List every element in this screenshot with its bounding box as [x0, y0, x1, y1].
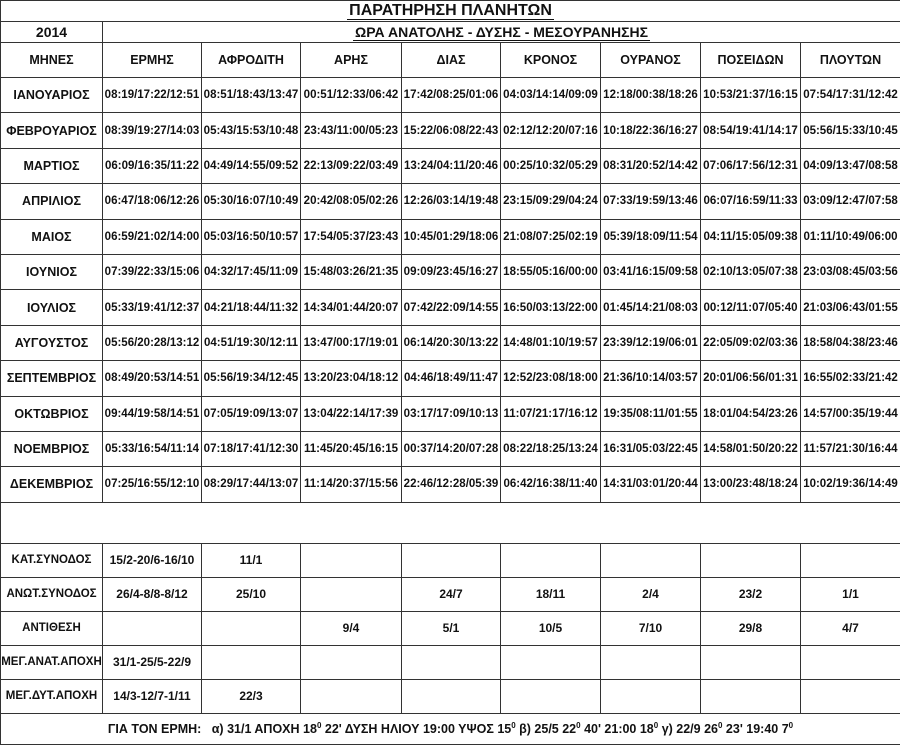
planet-header: ΟΥΡΑΝΟΣ: [601, 43, 701, 78]
event-cell: 9/4: [301, 611, 402, 645]
month-name: ΜΑΙΟΣ: [1, 219, 103, 254]
planet-header: ΕΡΜΗΣ: [103, 43, 202, 78]
time-cell: 11:45/20:45/16:15: [301, 431, 402, 466]
time-cell: 04:09/13:47/08:58: [801, 148, 900, 183]
time-cell: 13:20/23:04/18:12: [301, 361, 402, 396]
time-cell: 05:43/15:53/10:48: [202, 113, 301, 148]
event-label: ΜΕΓ.ΑΝΑΤ.ΑΠΟΧΗ: [1, 645, 103, 679]
month-name: ΔΕΚΕΜΒΡΙΟΣ: [1, 467, 103, 502]
month-name: ΟΚΤΩΒΡΙΟΣ: [1, 396, 103, 431]
time-cell: 08:51/18:43/13:47: [202, 78, 301, 113]
table-row: [1, 219, 900, 254]
event-cell: [501, 679, 601, 713]
time-cell: 20:42/08:05/02:26: [301, 184, 402, 219]
event-cell: [701, 645, 801, 679]
table-row: [1, 543, 900, 577]
footer-row: [1, 713, 900, 744]
event-cell: [701, 543, 801, 577]
event-cell: 22/3: [202, 679, 301, 713]
event-cell: [501, 543, 601, 577]
time-cell: 22:46/12:28/05:39: [402, 467, 501, 502]
time-cell: 14:58/01:50/20:22: [701, 431, 801, 466]
table-row: [1, 431, 900, 466]
time-cell: 12:26/03:14/19:48: [402, 184, 501, 219]
month-name: ΝΟΕΜΒΡΙΟΣ: [1, 431, 103, 466]
time-cell: 03:41/16:15/09:58: [601, 254, 701, 289]
event-label: ΜΕΓ.ΔΥΤ.ΑΠΟΧΗ: [1, 679, 103, 713]
event-cell: [402, 645, 501, 679]
time-cell: 07:39/22:33/15:06: [103, 254, 202, 289]
degree-mark: 0: [316, 720, 322, 730]
event-cell: [601, 543, 701, 577]
time-cell: 10:02/19:36/14:49: [801, 467, 900, 502]
page-title: ΠΑΡΑΤΗΡΗΣΗ ΠΛΑΝΗΤΩΝ: [1, 1, 900, 22]
planet-header: ΠΟΣΕΙΔΩΝ: [701, 43, 801, 78]
time-cell: 23:03/08:45/03:56: [801, 254, 900, 289]
time-cell: 22:05/09:02/03:36: [701, 325, 801, 360]
table-row: [1, 290, 900, 325]
event-cell: 29/8: [701, 611, 801, 645]
month-name: ΑΠΡΙΛΙΟΣ: [1, 184, 103, 219]
subtitle-cell: ΩΡΑ ΑΝΑΤΟΛΗΣ - ΔΥΣΗΣ - ΜΕΣΟΥΡΑΝΗΣΗΣ: [103, 22, 900, 43]
time-cell: 09:09/23:45/16:27: [402, 254, 501, 289]
time-cell: 07:18/17:41/12:30: [202, 431, 301, 466]
time-cell: 20:01/06:56/01:31: [701, 361, 801, 396]
event-cell: 18/11: [501, 577, 601, 611]
planet-header: ΚΡΟΝΟΣ: [501, 43, 601, 78]
footer-part-b: β) 25/5 22: [515, 721, 577, 736]
table-row: [1, 679, 900, 713]
table-row: [1, 113, 900, 148]
event-cell: [501, 645, 601, 679]
event-cell: 14/3-12/7-1/11: [103, 679, 202, 713]
time-cell: 05:33/19:41/12:37: [103, 290, 202, 325]
time-cell: 04:03/14:14/09:09: [501, 78, 601, 113]
footer-part-a: α) 31/1 ΑΠΟΧΗ 18: [211, 721, 317, 736]
event-cell: 1/1: [801, 577, 900, 611]
month-name: ΑΥΓΟΥΣΤΟΣ: [1, 325, 103, 360]
degree-mark: 0: [788, 720, 794, 730]
table-row: [1, 254, 900, 289]
time-cell: 18:55/05:16/00:00: [501, 254, 601, 289]
month-name: ΦΕΒΡΟΥΑΡΙΟΣ: [1, 113, 103, 148]
footer-part-a-rest: 22' ΔΥΣΗ ΗΛΙΟΥ 19:00 ΥΨΟΣ 15: [321, 721, 512, 736]
time-cell: 18:58/04:38/23:46: [801, 325, 900, 360]
time-cell: 08:31/20:52/14:42: [601, 148, 701, 183]
time-cell: 08:29/17:44/13:07: [202, 467, 301, 502]
time-cell: 07:33/19:59/13:46: [601, 184, 701, 219]
time-cell: 12:52/23:08/18:00: [501, 361, 601, 396]
time-cell: 16:31/05:03/22:45: [601, 431, 701, 466]
time-cell: 00:37/14:20/07:28: [402, 431, 501, 466]
time-cell: 11:57/21:30/16:44: [801, 431, 900, 466]
table-row: [1, 361, 900, 396]
time-cell: 11:14/20:37/15:56: [301, 467, 402, 502]
time-cell: 07:06/17:56/12:31: [701, 148, 801, 183]
time-cell: 21:36/10:14/03:57: [601, 361, 701, 396]
month-name: ΣΕΠΤΕΜΒΡΙΟΣ: [1, 361, 103, 396]
event-cell: 24/7: [402, 577, 501, 611]
time-cell: 08:49/20:53/14:51: [103, 361, 202, 396]
event-cell: 5/1: [402, 611, 501, 645]
event-cell: 11/1: [202, 543, 301, 577]
time-cell: 06:09/16:35/11:22: [103, 148, 202, 183]
time-cell: 04:11/15:05/09:38: [701, 219, 801, 254]
time-cell: 04:32/17:45/11:09: [202, 254, 301, 289]
time-cell: 08:54/19:41/14:17: [701, 113, 801, 148]
time-cell: 18:01/04:54/23:26: [701, 396, 801, 431]
event-cell: [301, 543, 402, 577]
time-cell: 22:13/09:22/03:49: [301, 148, 402, 183]
event-cell: [701, 679, 801, 713]
time-cell: 07:05/19:09/13:07: [202, 396, 301, 431]
planet-header: ΑΡΗΣ: [301, 43, 402, 78]
time-cell: 10:45/01:29/18:06: [402, 219, 501, 254]
time-cell: 23:15/09:29/04:24: [501, 184, 601, 219]
time-cell: 15:48/03:26/21:35: [301, 254, 402, 289]
time-cell: 14:31/03:01/20:44: [601, 467, 701, 502]
event-cell: [402, 679, 501, 713]
time-cell: 00:12/11:07/05:40: [701, 290, 801, 325]
time-cell: 13:47/00:17/19:01: [301, 325, 402, 360]
event-cell: 2/4: [601, 577, 701, 611]
footer-part-b-rest: 40' 21:00 18: [580, 721, 654, 736]
time-cell: 21:03/06:43/01:55: [801, 290, 900, 325]
event-cell: 25/10: [202, 577, 301, 611]
time-cell: 04:51/19:30/12:11: [202, 325, 301, 360]
footer-note: [1, 713, 900, 744]
footer-part-c: γ) 22/9 26: [658, 721, 718, 736]
time-cell: 06:14/20:30/13:22: [402, 325, 501, 360]
event-cell: [601, 679, 701, 713]
time-cell: 06:59/21:02/14:00: [103, 219, 202, 254]
time-cell: 16:50/03:13/22:00: [501, 290, 601, 325]
event-cell: 23/2: [701, 577, 801, 611]
time-cell: 07:54/17:31/12:42: [801, 78, 900, 113]
time-cell: 17:54/05:37/23:43: [301, 219, 402, 254]
planet-header: ΔΙΑΣ: [402, 43, 501, 78]
time-cell: 05:56/20:28/13:12: [103, 325, 202, 360]
month-name: ΙΟΥΝΙΟΣ: [1, 254, 103, 289]
time-cell: 14:48/01:10/19:57: [501, 325, 601, 360]
event-cell: 4/7: [801, 611, 900, 645]
event-cell: [402, 543, 501, 577]
event-label: ΚΑΤ.ΣΥΝΟΔΟΣ: [1, 543, 103, 577]
event-cell: [801, 645, 900, 679]
time-cell: 03:09/12:47/07:58: [801, 184, 900, 219]
degree-mark: 0: [653, 720, 659, 730]
event-cell: 26/4-8/8-8/12: [103, 577, 202, 611]
event-cell: [202, 645, 301, 679]
time-cell: 06:47/18:06/12:26: [103, 184, 202, 219]
time-cell: 13:24/04:11/20:46: [402, 148, 501, 183]
time-cell: 09:44/19:58/14:51: [103, 396, 202, 431]
time-cell: 13:00/23:48/18:24: [701, 467, 801, 502]
time-cell: 00:51/12:33/06:42: [301, 78, 402, 113]
time-cell: 12:18/00:38/18:26: [601, 78, 701, 113]
event-cell: [103, 611, 202, 645]
spacer-row: [1, 502, 900, 543]
event-cell: [301, 645, 402, 679]
table-row: [1, 467, 900, 502]
time-cell: 10:53/21:37/16:15: [701, 78, 801, 113]
event-cell: [301, 577, 402, 611]
event-cell: 31/1-25/5-22/9: [103, 645, 202, 679]
time-cell: 01:11/10:49/06:00: [801, 219, 900, 254]
table-row: [1, 325, 900, 360]
time-cell: 05:03/16:50/10:57: [202, 219, 301, 254]
table-row: [1, 645, 900, 679]
time-cell: 10:18/22:36/16:27: [601, 113, 701, 148]
event-label: ΑΝΩΤ.ΣΥΝΟΔΟΣ: [1, 577, 103, 611]
spacer-cell: [1, 502, 900, 543]
time-cell: 01:45/14:21/08:03: [601, 290, 701, 325]
time-cell: 17:42/08:25/01:06: [402, 78, 501, 113]
time-cell: 00:25/10:32/05:29: [501, 148, 601, 183]
month-name: ΙΑΝΟΥΑΡΙΟΣ: [1, 78, 103, 113]
degree-mark: 0: [511, 720, 516, 730]
table-row: [1, 184, 900, 219]
degree-mark: 0: [576, 720, 581, 730]
time-cell: 06:42/16:38/11:40: [501, 467, 601, 502]
time-cell: 19:35/08:11/01:55: [601, 396, 701, 431]
footer-lead: ΓΙΑ ΤΟΝ ΕΡΜΗ:: [107, 721, 202, 736]
time-cell: 16:55/02:33/21:42: [801, 361, 900, 396]
time-cell: 06:07/16:59/11:33: [701, 184, 801, 219]
time-cell: 05:56/15:33/10:45: [801, 113, 900, 148]
table-row: [1, 577, 900, 611]
time-cell: 02:10/13:05/07:38: [701, 254, 801, 289]
header-row: [1, 43, 900, 78]
time-cell: 04:49/14:55/09:52: [202, 148, 301, 183]
event-label: ΑΝΤΙΘΕΣΗ: [1, 611, 103, 645]
time-cell: 23:43/11:00/05:23: [301, 113, 402, 148]
table-row: [1, 611, 900, 645]
planet-header: ΠΛΟΥΤΩΝ: [801, 43, 900, 78]
month-name: ΜΑΡΤΙΟΣ: [1, 148, 103, 183]
time-cell: 13:04/22:14/17:39: [301, 396, 402, 431]
time-cell: 07:25/16:55/12:10: [103, 467, 202, 502]
event-cell: [301, 679, 402, 713]
time-cell: 08:19/17:22/12:51: [103, 78, 202, 113]
time-cell: 07:42/22:09/14:55: [402, 290, 501, 325]
month-name: ΙΟΥΛΙΟΣ: [1, 290, 103, 325]
time-cell: 03:17/17:09/10:13: [402, 396, 501, 431]
time-cell: 23:39/12:19/06:01: [601, 325, 701, 360]
months-header: ΜΗΝΕΣ: [1, 43, 103, 78]
event-cell: [202, 611, 301, 645]
table-row: [1, 396, 900, 431]
time-cell: 11:07/21:17/16:12: [501, 396, 601, 431]
table-row: [1, 78, 900, 113]
time-cell: 08:39/19:27/14:03: [103, 113, 202, 148]
time-cell: 04:46/18:49/11:47: [402, 361, 501, 396]
time-cell: 05:39/18:09/11:54: [601, 219, 701, 254]
table-row: [1, 148, 900, 183]
event-cell: [601, 645, 701, 679]
footer-part-c-rest: 23' 19:40 7: [722, 721, 789, 736]
degree-mark: 0: [717, 720, 723, 730]
time-cell: 04:21/18:44/11:32: [202, 290, 301, 325]
planet-header: ΑΦΡΟΔΙΤΗ: [202, 43, 301, 78]
time-cell: 08:22/18:25/13:24: [501, 431, 601, 466]
time-cell: 14:57/00:35/19:44: [801, 396, 900, 431]
time-cell: 05:30/16:07/10:49: [202, 184, 301, 219]
time-cell: 05:56/19:34/12:45: [202, 361, 301, 396]
event-cell: 10/5: [501, 611, 601, 645]
time-cell: 15:22/06:08/22:43: [402, 113, 501, 148]
event-cell: [801, 679, 900, 713]
time-cell: 02:12/12:20/07:16: [501, 113, 601, 148]
time-cell: 05:33/16:54/11:14: [103, 431, 202, 466]
event-cell: 15/2-20/6-16/10: [103, 543, 202, 577]
event-cell: 7/10: [601, 611, 701, 645]
event-cell: [801, 543, 900, 577]
time-cell: 21:08/07:25/02:19: [501, 219, 601, 254]
year-cell: 2014: [1, 22, 103, 43]
time-cell: 14:34/01:44/20:07: [301, 290, 402, 325]
